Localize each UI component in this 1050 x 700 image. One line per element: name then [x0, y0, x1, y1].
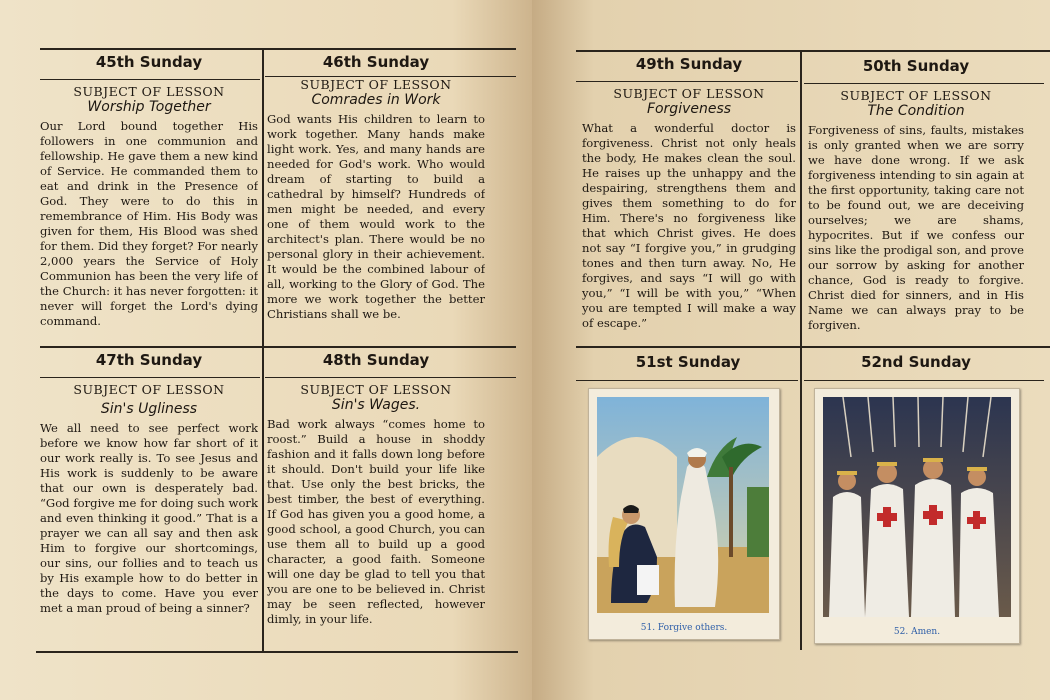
stamp-51 — [588, 388, 780, 640]
crusaders-scene-image — [823, 397, 1011, 617]
lesson-heading: 51st Sunday — [635, 353, 741, 371]
rule — [40, 346, 516, 348]
right-page — [532, 0, 1050, 700]
lesson-heading: 49th Sunday — [635, 55, 743, 73]
lesson-body: What a wonderful doctor is forgiveness. Christ not only heals the body, He makes clean the soul. He raises up the unhappy and the despairing, strengthens them and gives them something to do for Him. There's no forgiveness like that which Christ gives. He does not say “I forgive you,” in grudging tones and then turn away. No, He forgives, and says “I will go with you,” “I will be with you,” “When you are tempted I will make a way of escape.” — [582, 121, 796, 330]
rule — [576, 380, 798, 381]
stamp-illustration — [823, 397, 1011, 617]
stamp-caption: 52. Amen. — [893, 627, 941, 637]
lesson-heading: 52nd Sunday — [861, 353, 971, 371]
lesson-subject: SUBJECT OF LESSON — [300, 77, 452, 92]
lesson-48 — [267, 350, 485, 648]
lesson-subject: SUBJECT OF LESSON — [613, 86, 765, 101]
stamp-caption: 51. Forgive others. — [640, 623, 728, 633]
lesson-title: The Condition — [867, 103, 965, 119]
lesson-title: Sin's Wages. — [331, 397, 421, 413]
lesson-title: Forgiveness — [646, 101, 732, 117]
lesson-subject: SUBJECT OF LESSON — [73, 382, 225, 397]
column-divider — [800, 50, 802, 650]
rule — [576, 346, 1050, 348]
lesson-46 — [267, 52, 485, 344]
lesson-subject: SUBJECT OF LESSON — [300, 382, 452, 397]
stamp-52 — [814, 388, 1020, 644]
lesson-subject: SUBJECT OF LESSON — [73, 84, 225, 99]
lesson-subject: SUBJECT OF LESSON — [840, 88, 992, 103]
rule — [576, 50, 1050, 52]
rule — [36, 651, 518, 653]
lesson-body: God wants His children to learn to work together. Many hands make light work. Yes, and many hands are needed for God's work. Who would dream of starting to build a cathedral by himself? Hundreds of men might be needed, and every one of them would work to the architect's plan. There would be no personal glory in their achievement. It would be the combined labour of all, working to the Glory of God. The more we work together the better Christians shall we be. — [267, 112, 485, 321]
lesson-heading: 47th Sunday — [95, 351, 203, 369]
column-divider — [262, 48, 264, 653]
rule — [40, 48, 516, 50]
lesson-body: Bad work always “comes home to roost.” Build a house in shoddy fashion and it falls down long before it should. Don't build your life like that. Use only the best bricks, the best timber, the best of everything. If God has given you a good home, a good school, a good Church, you can use them all to build up a good character, a good faith. Someone will one day be glad to tell you that you are one to be believed in. Christ may be seen reflected, however dimly, in your life. — [267, 417, 485, 626]
lesson-52 — [808, 352, 1024, 378]
lesson-50 — [808, 56, 1024, 344]
lesson-body: We all need to see perfect work before we know how far short of it our work really is. To see Jesus and His work is suddenly to be aware that our own is desperately bad. “God forgive me for doing such work and even thinking it good.” That is a prayer we can all say and then ask Him to forgive our shortcomings, our sins, our follies and to teach us by His example how to do better in the days to come. Have you ever met a man proud of being a sinner? — [40, 421, 258, 615]
forgiveness-scene-image — [597, 397, 769, 613]
lesson-heading: 45th Sunday — [95, 53, 203, 71]
lesson-body: Forgiveness of sins, faults, mistakes is only granted when we are sorry we have done wrong. If we ask forgiveness intending to sin again at the first opportunity, taking care not to be found out, we are deceiving ourselves; we are shams, hypocrites. But if we confess our sins like the prodigal son, and prove our sorrow by asking for another chance, God is ready to forgive. Christ died for sinners, and in His Name we can always pray to be forgiven. — [808, 123, 1024, 332]
lesson-45 — [40, 52, 258, 344]
lesson-49 — [582, 54, 796, 344]
lesson-heading: 50th Sunday — [862, 57, 970, 75]
lesson-heading: 48th Sunday — [322, 351, 430, 369]
rule — [804, 380, 1044, 381]
lesson-51 — [580, 352, 796, 378]
stamp-illustration — [597, 397, 771, 613]
lesson-title: Sin's Ugliness — [100, 401, 198, 417]
lesson-heading: 46th Sunday — [322, 53, 430, 71]
lesson-title: Comrades in Work — [311, 92, 441, 108]
lesson-body: Our Lord bound together His followers in one communion and fellowship. He gave them a new kind of Service. He commanded them to eat and drink in the Presence of God. They were to do this in remembrance of Him. His Body was given for them, His Blood was shed for them. Did they forget? For nearly 2,000 years the Service of Holy Communion has been the very life of the Church: it has never forgotten: it never will forget the Lord's dying command. — [40, 119, 258, 328]
lesson-47 — [40, 350, 258, 648]
lesson-title: Worship Together — [87, 99, 211, 115]
